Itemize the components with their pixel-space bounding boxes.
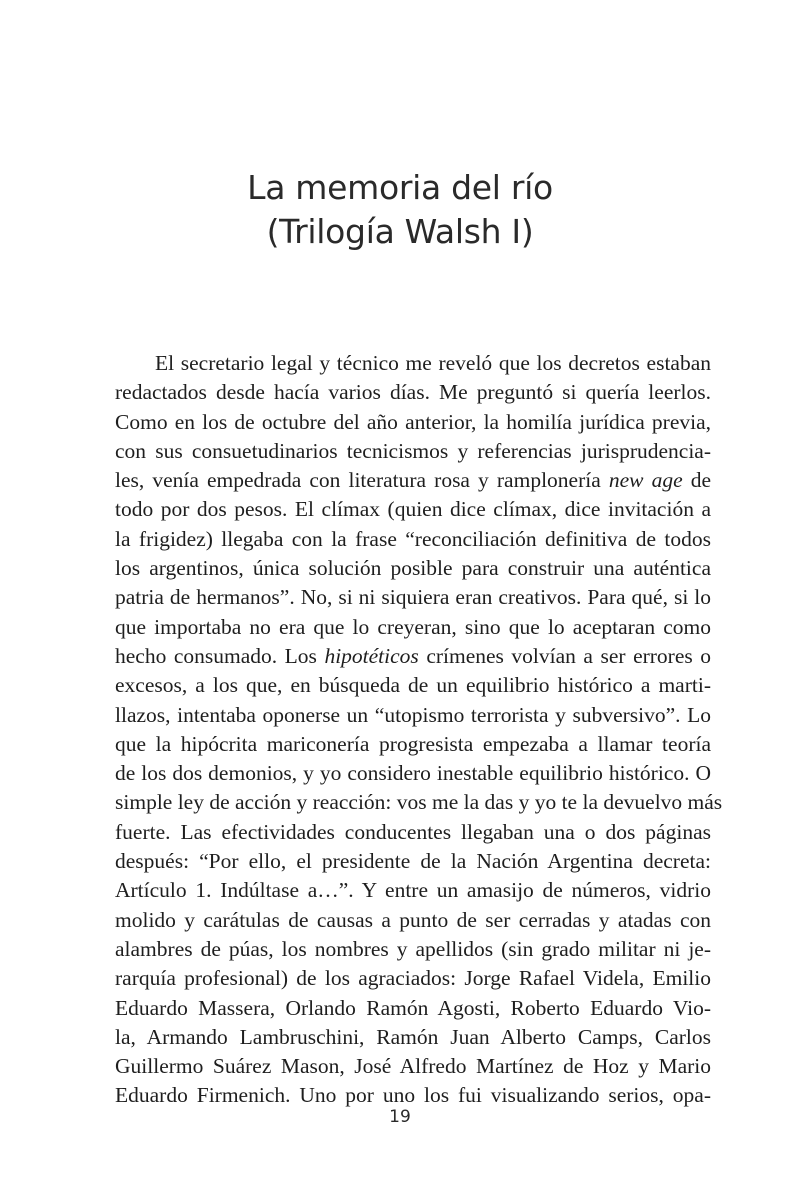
text-line: El secretario legal y técnico me reveló que los decretos estaban <box>155 351 711 375</box>
chapter-title-main: La memoria del río <box>247 168 553 207</box>
text-line: rarquía profesional) de los agraciados: Jorge Rafael Videla, Emilio <box>115 966 711 991</box>
chapter-title <box>0 166 800 254</box>
text-line: Como en los de octubre del año anterior, la homilía jurídica previa, <box>115 409 711 434</box>
text-line: redactados desde hacía varios días. Me preguntó si quería leerlos. <box>115 380 711 405</box>
text-line: todo por dos pesos. El clímax (quien dice clímax, dice invitación a <box>115 497 711 522</box>
italic-term: hipotéticos <box>324 643 419 668</box>
text-line: Eduardo Massera, Orlando Ramón Agosti, Roberto Eduardo Vio- <box>115 995 711 1020</box>
text-line: fuerte. Las efectividades conducentes llegaban una o dos páginas <box>115 819 711 844</box>
text-line: alambres de púas, los nombres y apellidos (sin grado militar ni je- <box>115 936 711 961</box>
text-line: Guillermo Suárez Mason, José Alfredo Martínez de Hoz y Mario <box>115 1054 711 1079</box>
text-line: hecho consumado. Los hipotéticos crímenes volvían a ser errores o <box>115 643 712 668</box>
text-line: excesos, a los que, en búsqueda de un equilibrio histórico a marti- <box>115 673 711 698</box>
italic-term: new age <box>608 468 683 493</box>
chapter-title-subtitle: (Trilogía Walsh I) <box>266 212 534 251</box>
text-line: con sus consuetudinarios tecnicismos y referencias jurisprudencia- <box>115 438 711 463</box>
text-line: después: “Por ello, el presidente de la Nación Argentina decreta: <box>115 849 711 874</box>
text-line: Eduardo Firmenich. Uno por uno los fui visualizando serios, opa- <box>115 1083 711 1108</box>
text-line: llazos, intentaba oponerse un “utopismo terrorista y subversivo”. Lo <box>115 702 711 727</box>
chapter-body <box>115 349 723 1111</box>
text-line: de los dos demonios, y yo considero inestable equilibrio histórico. O <box>115 761 711 786</box>
text-line: Artículo 1. Indúltase a…”. Y entre un amasijo de números, vidrio <box>115 878 711 903</box>
text-line: la, Armando Lambruschini, Ramón Juan Alberto Camps, Carlos <box>115 1024 711 1049</box>
text-line: la frigidez) llegaba con la frase “reconciliación definitiva de todos <box>115 526 711 551</box>
text-line: molido y carátulas de causas a punto de ser cerradas y atadas con <box>115 907 711 932</box>
text-line: que la hipócrita mariconería progresista empezaba a llamar teoría <box>115 731 711 756</box>
text-line: simple ley de acción y reacción: vos me la das y yo te la devuelvo más <box>115 790 723 815</box>
page-number: 19 <box>389 1107 411 1127</box>
text-line: que importaba no era que lo creyeran, sino que lo aceptaran como <box>115 614 711 639</box>
text-line: los argentinos, única solución posible para construir una auténtica <box>115 556 711 581</box>
text-line: les, venía empedrada con literatura rosa y ramplonería new age de <box>115 468 712 493</box>
text-line: patria de hermanos”. No, si ni siquiera eran creativos. Para qué, si lo <box>115 585 711 610</box>
